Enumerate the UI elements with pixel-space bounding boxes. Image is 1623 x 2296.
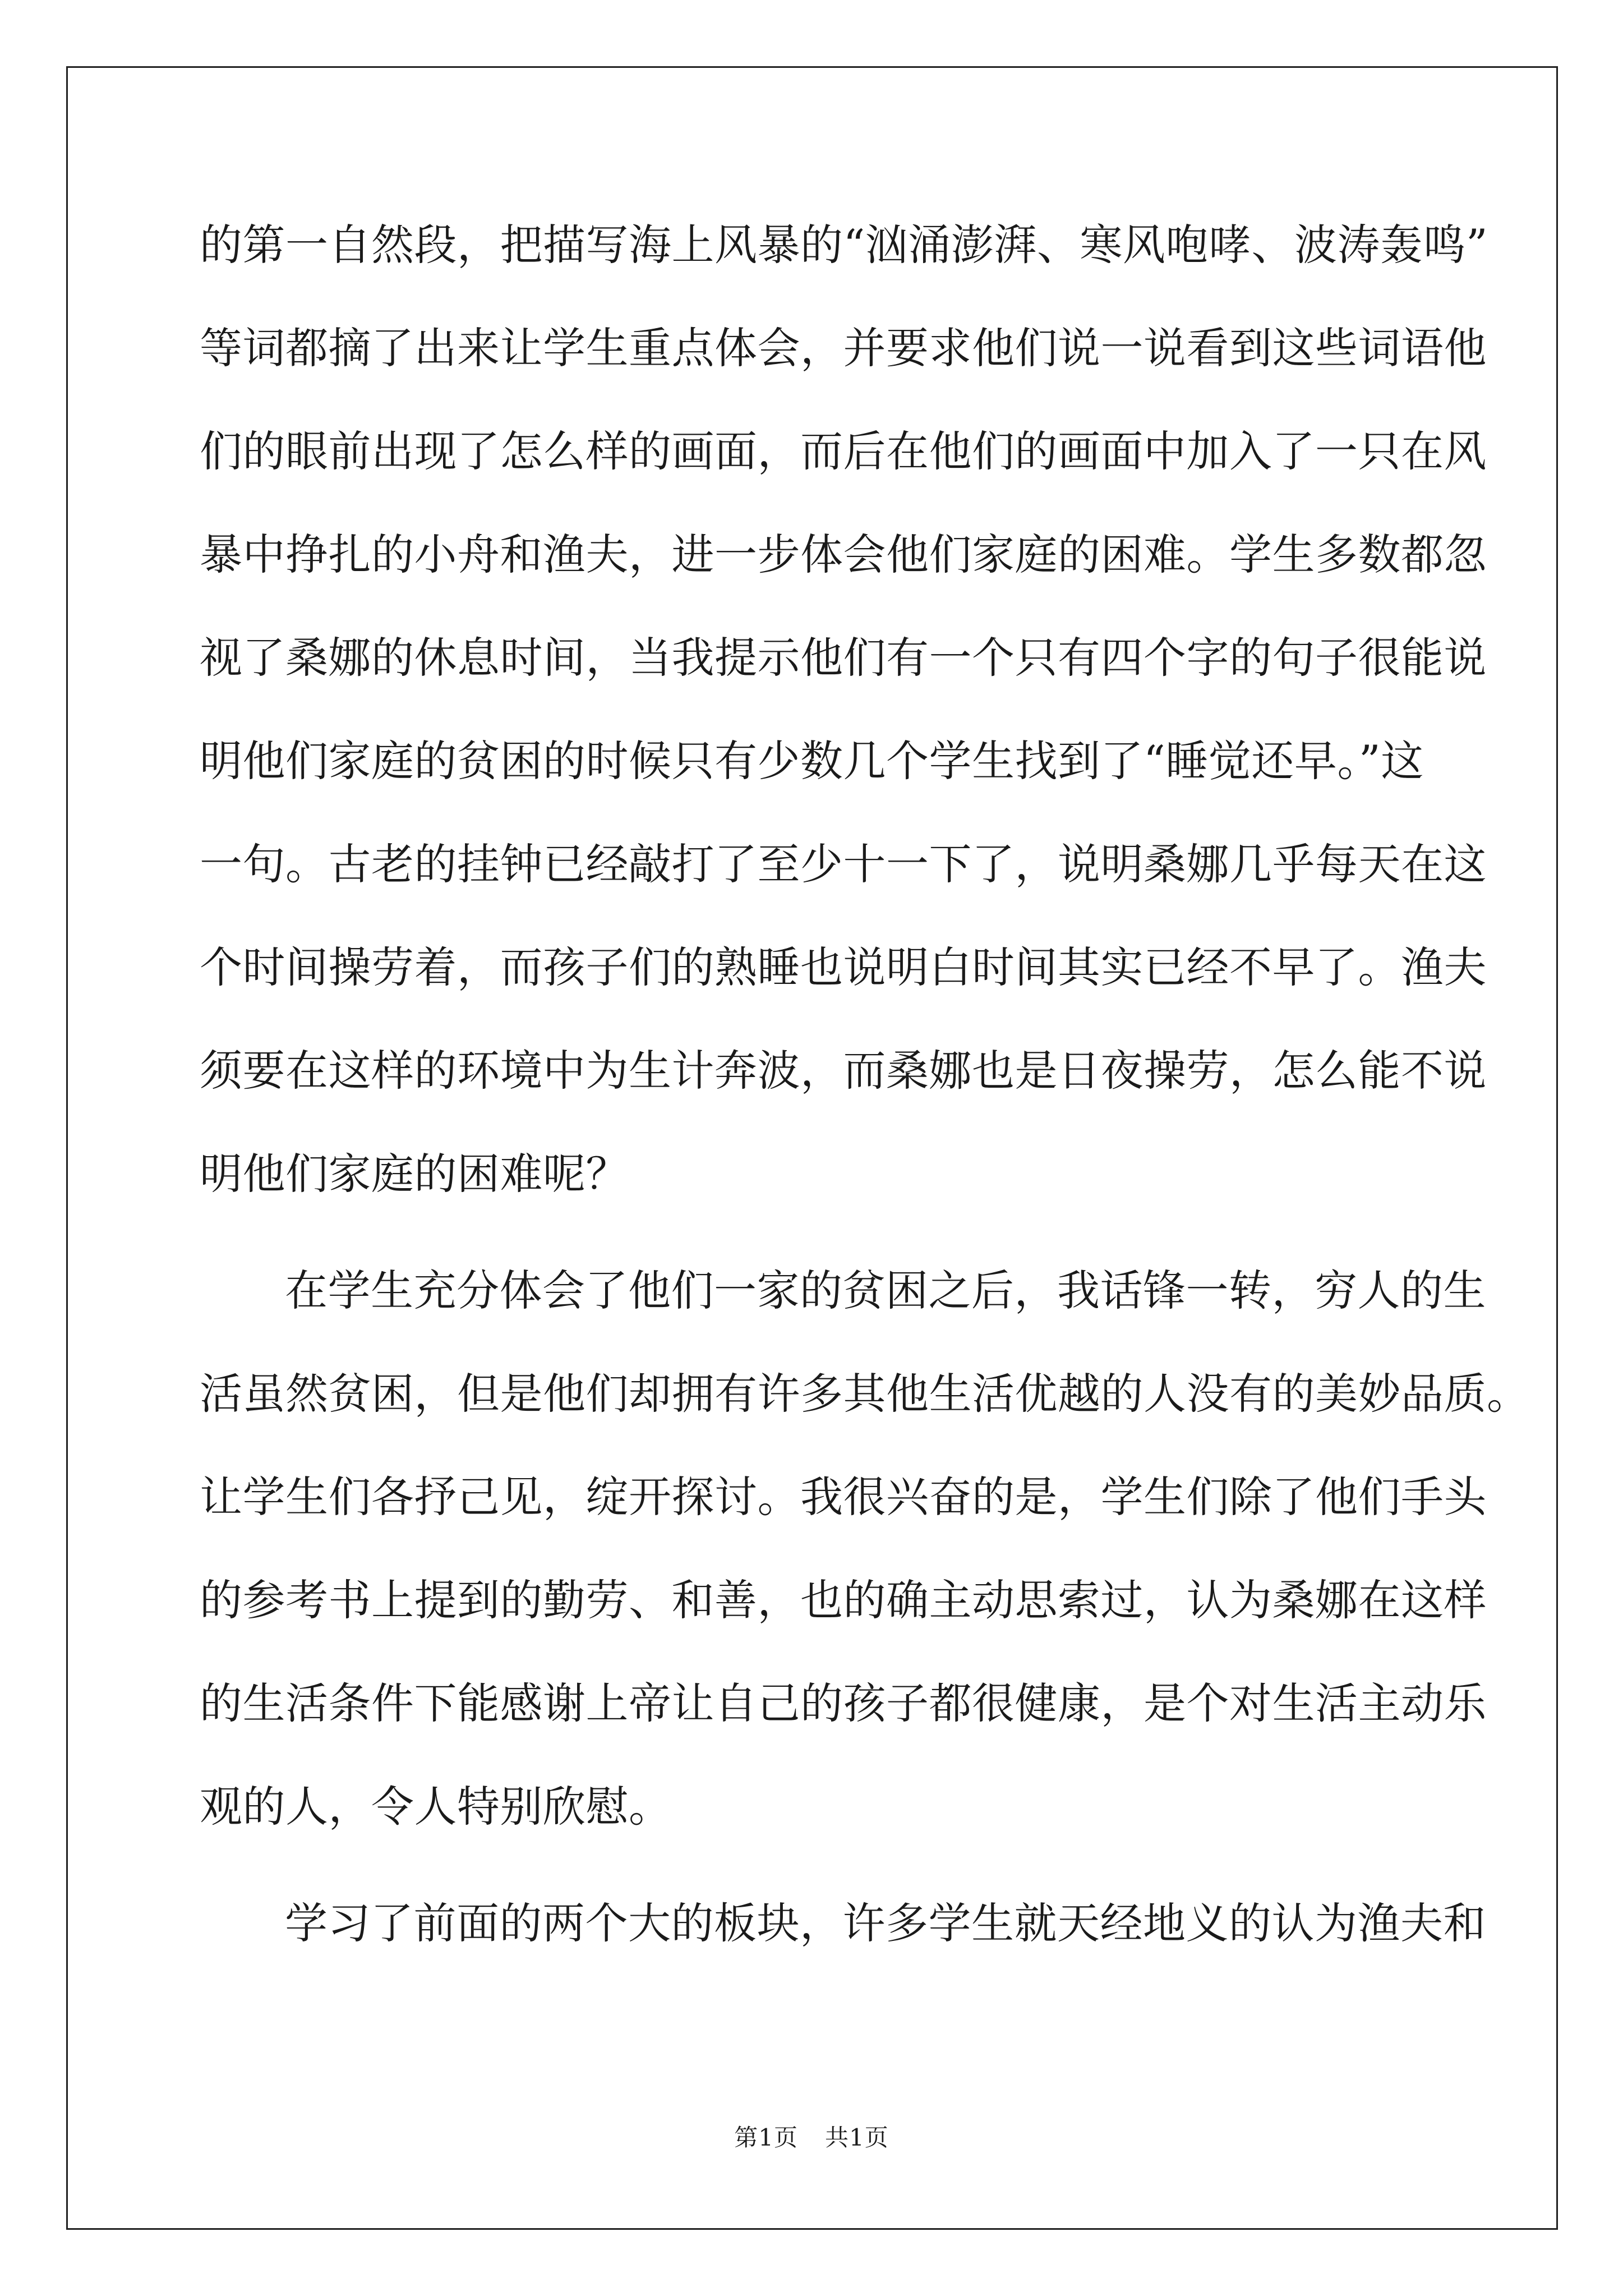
page-number-total: 共1页 [825,2124,889,2151]
text-line: 暴中挣扎的小舟和渔夫，进一步体会他们家庭的困难。学生多数都忽 [200,530,1487,579]
paragraph-start-line: 学习了前面的两个大的板块，许多学生就天经地义的认为渔夫和 [285,1898,1486,1948]
text-line: 个时间操劳着，而孩子们的熟睡也说明白时间其实已经不早了。渔夫 [200,942,1487,992]
text-line: 等词都摘了出来让学生重点体会，并要求他们说一说看到这些词语他 [200,323,1487,373]
text-line: 明他们家庭的困难呢？ [200,1149,629,1199]
page-number-current: 第1页 [734,2124,798,2151]
text-line: 活虽然贫困，但是他们却拥有许多其他生活优越的人没有的美妙品质。 [200,1369,1530,1419]
text-line: 观的人，令人特别欣慰。 [200,1782,672,1832]
page-footer [0,2119,1623,2153]
text-line: 一句。古老的挂钟已经敲打了至少十一下了，说明桑娜几乎每天在这 [200,839,1487,889]
paragraph-start-line: 在学生充分体会了他们一家的贫困之后，我话锋一转，穷人的生 [285,1266,1486,1315]
document-body [200,209,1530,1990]
text-line: 的第一自然段，把描写海上风暴的“汹涌澎湃、寒风咆哮、波涛轰鸣” [200,220,1488,270]
text-line: 的参考书上提到的勤劳、和善，也的确主动思索过，认为桑娜在这样 [200,1575,1487,1625]
text-line: 的生活条件下能感谢上帝让自己的孩子都很健康，是个对生活主动乐 [200,1678,1487,1728]
text-line: 视了桑娜的休息时间，当我提示他们有一个只有四个字的句子很能说 [200,633,1487,683]
text-line: 们的眼前出现了怎么样的画面，而后在他们的画面中加入了一只在风 [200,426,1487,476]
text-line: 须要在这样的环境中为生计奔波，而桑娜也是日夜操劳，怎么能不说 [200,1046,1487,1096]
text-line: 让学生们各抒己见，绽开探讨。我很兴奋的是，学生们除了他们手头 [200,1472,1487,1522]
text-line: 明他们家庭的贫困的时候只有少数几个学生找到了“睡觉还早。”这 [200,736,1424,786]
